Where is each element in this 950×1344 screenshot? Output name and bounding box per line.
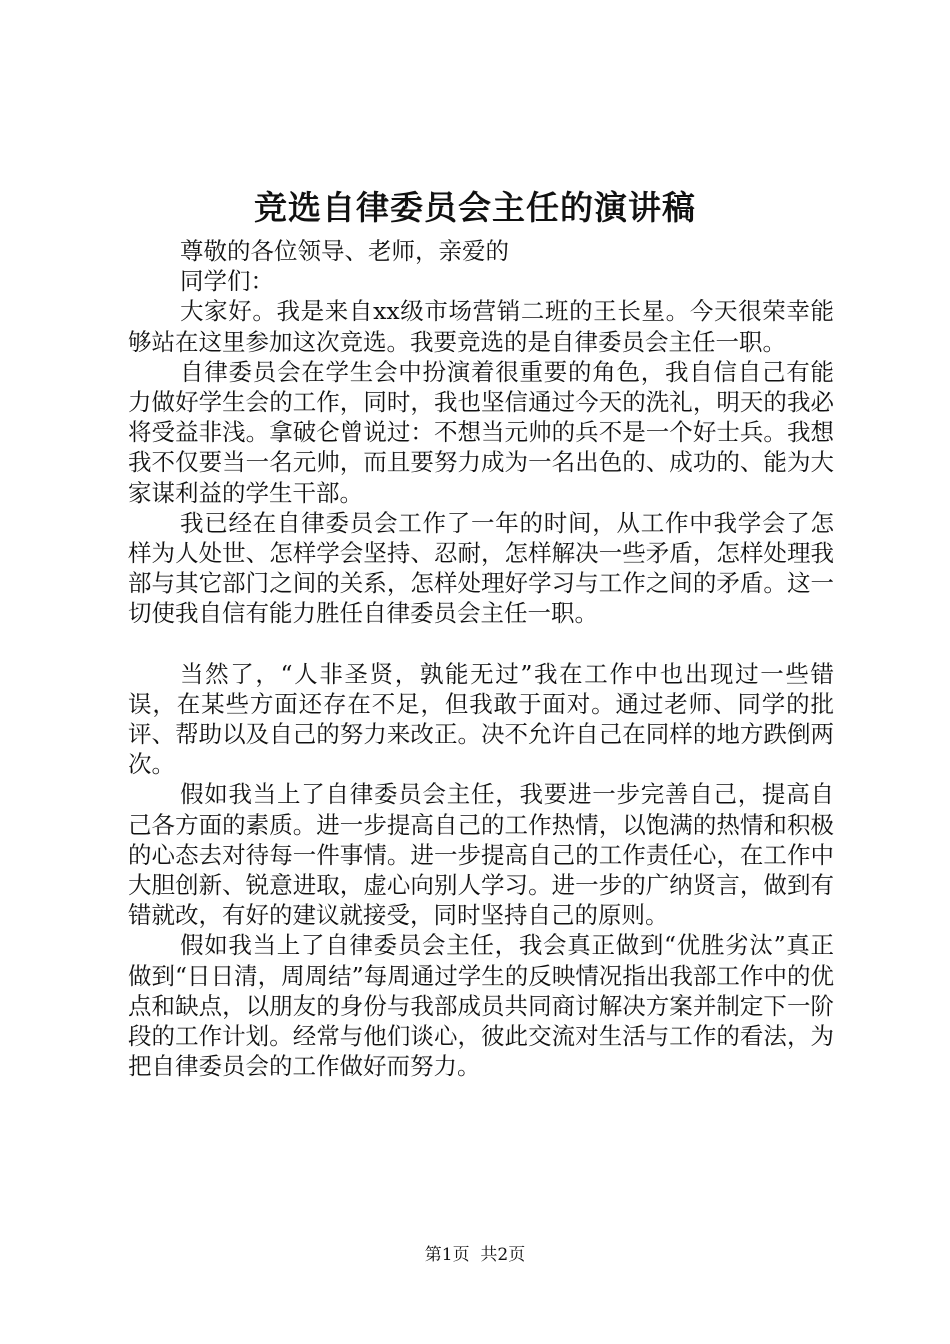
salutation-line-2: 同学们： [180,267,274,296]
paragraph-1: 大家好。我是来自xx级市场营销二班的王长星。今天很荣幸能够站在这里参加这次竞选。我要竞选的是自律委员会主任一职。 [128,297,834,356]
paragraph-5: 假如我当上了自律委员会主任，我要进一步完善自己，提高自己各方面的素质。进一步提高自己的工作热情，以饱满的热情和积极的心态去对待每一件事情。进一步提高自己的工作责任心，在工作中大胆创新、锐意进取，虚心向别人学习。进一步的广纳贤言，做到有错就改，有好的建议就接受，同时坚持自己的原则。 [128,780,834,930]
paragraph-2: 自律委员会在学生会中扮演着很重要的角色，我自信自己有能力做好学生会的工作，同时，我也坚信通过今天的洗礼，明天的我必将受益非浅。拿破仑曾说过：不想当元帅的兵不是一个好士兵。我想我不仅要当一名元帅，而且要努力成为一名出色的、成功的、能为大家谋利益的学生干部。 [128,357,834,507]
paragraph-4: 当然了，“人非圣贤，孰能无过”我在工作中也出现过一些错误，在某些方面还存在不足，但我敢于面对。通过老师、同学的批评、帮助以及自己的努力来改正。决不允许自己在同样的地方跌倒两次。 [128,659,834,779]
paragraph-6: 假如我当上了自律委员会主任，我会真正做到“优胜劣汰”真正做到“日日清，周周结”每周通过学生的反映情况指出我部工作中的优点和缺点，以朋友的身份与我部成员共同商讨解决方案并制定下一阶段的工作计划。经常与他们谈心，彼此交流对生活与工作的看法，为把自律委员会的工作做好而努力。 [128,931,834,1081]
document-body [128,236,834,1081]
paragraph-3: 我已经在自律委员会工作了一年的时间，从工作中我学会了怎样为人处世、怎样学会坚持、忍耐，怎样解决一些矛盾，怎样处理我部与其它部门之间的关系，怎样处理好学习与工作之间的矛盾。这一切使我自信有能力胜任自律委员会主任一职。 [128,508,834,628]
document-title: 竞选自律委员会主任的演讲稿 [254,188,696,227]
page-indicator: 第1页 共2页 [424,1245,526,1265]
salutation-line-1: 尊敬的各位领导、老师，亲爱的 [180,237,509,265]
